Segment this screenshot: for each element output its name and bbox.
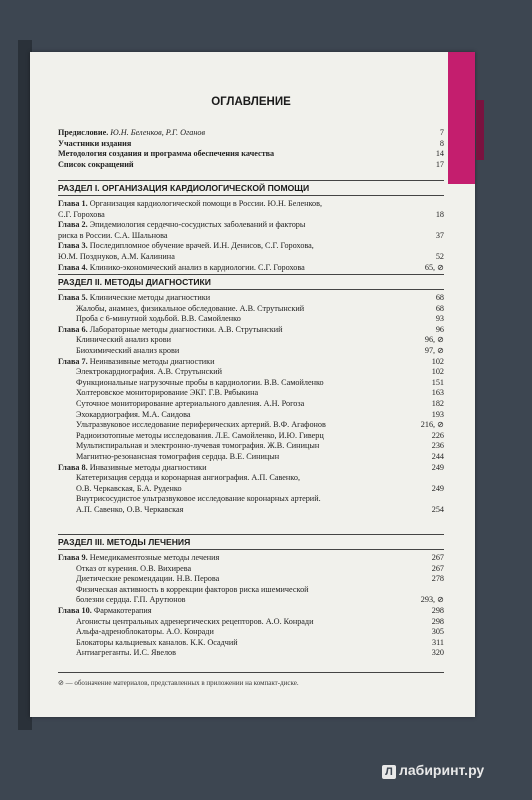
entry-text: Немедикаментозные методы лечения bbox=[87, 553, 220, 562]
entry-text: риска в России. С.А. Шальнова bbox=[58, 230, 168, 240]
page-number: 244 bbox=[431, 451, 444, 461]
page-number: 278 bbox=[431, 574, 444, 584]
chapter-label: Глава 9. bbox=[58, 553, 88, 562]
chapter-entry bbox=[58, 553, 444, 564]
page-number: 293, ⊘ bbox=[420, 595, 444, 605]
page-number: 8 bbox=[439, 138, 444, 148]
entry-text: Агонисты центральных адренергических рецепторов. А.О. Конради bbox=[76, 616, 314, 626]
chapter-label: Глава 5. bbox=[58, 293, 88, 302]
section-3 bbox=[58, 534, 444, 659]
section-2 bbox=[58, 274, 444, 515]
entry-text: Мультиспиральная и электронно-лучевая томография. Ж.В. Синицын bbox=[76, 441, 320, 451]
toc-entry bbox=[58, 473, 444, 484]
page-number: 151 bbox=[431, 377, 444, 387]
entry-text: Катетеризация сердца и коронарная ангиография. А.П. Савенко, bbox=[76, 473, 300, 483]
chapter-entry bbox=[58, 606, 444, 617]
toc-entry bbox=[58, 252, 444, 263]
toc-entry bbox=[58, 574, 444, 585]
page-number: 226 bbox=[431, 430, 444, 440]
chapter-label: Глава 2. bbox=[58, 220, 88, 230]
chapter-label: Глава 8. bbox=[58, 462, 88, 472]
toc-entry bbox=[58, 388, 444, 399]
page-number: 37 bbox=[435, 230, 444, 240]
page-number: 102 bbox=[431, 356, 444, 366]
section-1 bbox=[58, 180, 444, 273]
page-number: 96 bbox=[435, 324, 444, 334]
section-heading: РАЗДЕЛ I. ОРГАНИЗАЦИЯ КАРДИОЛОГИЧЕСКОЙ ПОМОЩИ bbox=[58, 180, 444, 196]
toc-entry bbox=[58, 505, 444, 516]
chapter-entry bbox=[58, 220, 444, 231]
page-number: 249 bbox=[431, 483, 444, 493]
watermark bbox=[382, 762, 484, 779]
page-number: 102 bbox=[431, 367, 444, 377]
toc-entry bbox=[58, 314, 444, 325]
toc-entry bbox=[58, 346, 444, 357]
watermark-logo-icon: Л bbox=[382, 765, 396, 779]
page-number: 163 bbox=[431, 388, 444, 398]
toc-entry bbox=[58, 484, 444, 495]
entry-text: Антиагреганты. И.С. Явелов bbox=[76, 648, 176, 658]
entry-text: Проба с 6-минутной ходьбой. В.В. Самойленко bbox=[76, 314, 241, 324]
toc-entry bbox=[58, 585, 444, 596]
page-number: 249 bbox=[431, 462, 444, 472]
toc-entry bbox=[58, 231, 444, 242]
entry-text: Клинический анализ крови bbox=[76, 335, 171, 345]
entry-text: Эхокардиография. М.А. Саидова bbox=[76, 409, 191, 419]
entry-text: О.В. Черкавская, Б.А. Руденко bbox=[76, 483, 182, 493]
entry-text: Биохимический анализ крови bbox=[76, 345, 180, 355]
chapter-entry bbox=[58, 325, 444, 336]
page-number: 216, ⊘ bbox=[420, 420, 444, 430]
front-matter-title: Список сокращений bbox=[58, 159, 134, 169]
page-number: 52 bbox=[435, 251, 444, 261]
front-matter-title: Участники издания bbox=[58, 138, 132, 148]
entry-text: Альфа-адреноблокаторы. А.О. Конради bbox=[76, 627, 214, 637]
front-matter-item bbox=[58, 139, 444, 150]
page-number: 267 bbox=[431, 553, 444, 562]
entry-text: Неинвазивные методы диагностики bbox=[87, 356, 215, 366]
toc-entry bbox=[58, 452, 444, 463]
entry-text: Суточное мониторирование артериального давления. А.Н. Рогоза bbox=[76, 398, 305, 408]
entry-text: Отказ от курения. О.В. Вихирева bbox=[76, 563, 192, 573]
section-color-tab bbox=[448, 52, 475, 184]
page-number: 311 bbox=[432, 637, 444, 647]
toc-entry bbox=[58, 378, 444, 389]
entry-text: Фармакотерапия bbox=[91, 605, 152, 615]
front-matter-authors: Ю.Н. Беленков, Р.Г. Оганов bbox=[108, 128, 206, 137]
page-number: 17 bbox=[435, 159, 444, 169]
toc-entry bbox=[58, 399, 444, 410]
entry-text: Холтеровское мониторирование ЭКГ. Г.В. Рябыкина bbox=[76, 388, 259, 398]
entry-text: Организация кардиологической помощи в России. Ю.Н. Беленков, bbox=[87, 199, 323, 208]
chapter-entry bbox=[58, 199, 444, 210]
front-matter-item bbox=[58, 160, 444, 171]
page-number: 305 bbox=[431, 627, 444, 637]
entry-text: Эпидемиология сердечно-сосудистых заболеваний и факторы bbox=[87, 220, 306, 230]
bookmark-ribbon bbox=[476, 100, 484, 160]
toc-entry bbox=[58, 431, 444, 442]
chapter-entry bbox=[58, 293, 444, 304]
page-number: 254 bbox=[431, 504, 444, 514]
toc-entry bbox=[58, 617, 444, 628]
page-number: 267 bbox=[431, 563, 444, 573]
entry-text: Внутрисосудистое ультразвуковое исследование коронарных артерий. bbox=[76, 494, 321, 504]
front-matter-title: Предисловие. bbox=[58, 128, 109, 137]
page-number: 18 bbox=[435, 209, 444, 219]
entry-text: Блокаторы кальциевых каналов. К.К. Осадчий bbox=[76, 637, 238, 647]
toc-entry bbox=[58, 410, 444, 421]
entry-text: Ю.М. Позднyков, А.М. Калинина bbox=[58, 251, 175, 261]
toc-entry bbox=[58, 210, 444, 221]
page-number: 65, ⊘ bbox=[424, 262, 444, 272]
entry-text: А.П. Савенко, О.В. Черкавская bbox=[76, 504, 184, 514]
page-number: 68 bbox=[435, 303, 444, 313]
chapter-entry bbox=[58, 463, 444, 474]
page-number: 320 bbox=[431, 648, 444, 658]
watermark-text: лабиринт.ру bbox=[399, 762, 485, 778]
chapter-label: Глава 4. bbox=[58, 262, 88, 272]
toc-entry bbox=[58, 595, 444, 606]
front-matter-list bbox=[58, 128, 444, 170]
chapter-label: Глава 10. bbox=[58, 605, 92, 615]
page-number: 236 bbox=[431, 441, 444, 451]
page-number: 193 bbox=[431, 409, 444, 419]
entry-text: Магнитно-резонансная томография сердца. В.Е. Синицын bbox=[76, 451, 280, 461]
chapter-label: Глава 3. bbox=[58, 241, 88, 251]
page-number: 14 bbox=[435, 149, 444, 159]
toc-entry bbox=[58, 420, 444, 431]
toc-entry bbox=[58, 564, 444, 575]
page-number: 93 bbox=[435, 314, 444, 324]
toc-entry bbox=[58, 627, 444, 638]
entry-text: Ультразвуковое исследование периферических артерий. В.Ф. Агафонов bbox=[76, 420, 326, 430]
entry-text: Инвазивные методы диагностики bbox=[87, 462, 207, 472]
chapter-label: Глава 6. bbox=[58, 324, 88, 334]
entry-text: Электрокардиография. А.В. Струтынский bbox=[76, 367, 222, 377]
page-number: 298 bbox=[431, 605, 444, 615]
chapter-entry bbox=[58, 241, 444, 252]
section-heading: РАЗДЕЛ III. МЕТОДЫ ЛЕЧЕНИЯ bbox=[58, 534, 444, 550]
entry-text: Жалобы, анамнез, физикальное обследование. А.В. Струтынский bbox=[76, 303, 305, 313]
footnote-divider bbox=[58, 672, 444, 673]
toc-entry bbox=[58, 441, 444, 452]
entry-text: Функциональные нагрузочные пробы в кардиологии. В.В. Самойленко bbox=[76, 377, 324, 387]
toc-entry bbox=[58, 335, 444, 346]
toc-entry bbox=[58, 648, 444, 659]
entry-text: Последипломное обучение врачей. И.Н. Денисов, С.Г. Горохова, bbox=[87, 241, 314, 251]
entry-text: Физическая активность в коррекции факторов риска ишемической bbox=[76, 584, 309, 594]
book-page bbox=[30, 52, 475, 717]
entry-text: Клинико-экономический анализ в кардиологии. С.Г. Горохова bbox=[87, 262, 305, 272]
page-number: 7 bbox=[439, 128, 444, 137]
toc-entry bbox=[58, 638, 444, 649]
front-matter-item bbox=[58, 128, 444, 139]
page-number: 298 bbox=[431, 616, 444, 626]
page-number: 96, ⊘ bbox=[424, 335, 444, 345]
chapter-label: Глава 1. bbox=[58, 199, 88, 208]
footnote: ⊘ — обозначение материалов, представленных в приложении на компакт-диске. bbox=[58, 679, 299, 687]
toc-entry bbox=[58, 494, 444, 505]
chapter-label: Глава 7. bbox=[58, 356, 88, 366]
toc-entry bbox=[58, 304, 444, 315]
front-matter-item bbox=[58, 149, 444, 160]
page-number: 97, ⊘ bbox=[424, 345, 444, 355]
entry-text: болезни сердца. Г.П. Арутюнов bbox=[76, 595, 186, 605]
entry-text: Лабораторные методы диагностики. А.В. Струтынский bbox=[87, 324, 283, 334]
toc-entry bbox=[58, 367, 444, 378]
chapter-entry bbox=[58, 263, 444, 274]
front-matter-title: Методология создания и программа обеспечения качества bbox=[58, 149, 275, 159]
toc-title: ОГЛАВЛЕНИЕ bbox=[211, 96, 291, 108]
page-number: 68 bbox=[435, 293, 444, 302]
entry-text: Клинические методы диагностики bbox=[87, 293, 211, 302]
section-heading: РАЗДЕЛ II. МЕТОДЫ ДИАГНОСТИКИ bbox=[58, 274, 444, 290]
entry-text: Радиоизотопные методы исследования. Л.Е. Самойленко, И.Ю. Гиверц bbox=[76, 430, 324, 440]
entry-text: Диетические рекомендации. Н.В. Перова bbox=[76, 574, 220, 584]
entry-text: С.Г. Горохова bbox=[58, 209, 105, 219]
page-number: 182 bbox=[431, 398, 444, 408]
chapter-entry bbox=[58, 357, 444, 368]
